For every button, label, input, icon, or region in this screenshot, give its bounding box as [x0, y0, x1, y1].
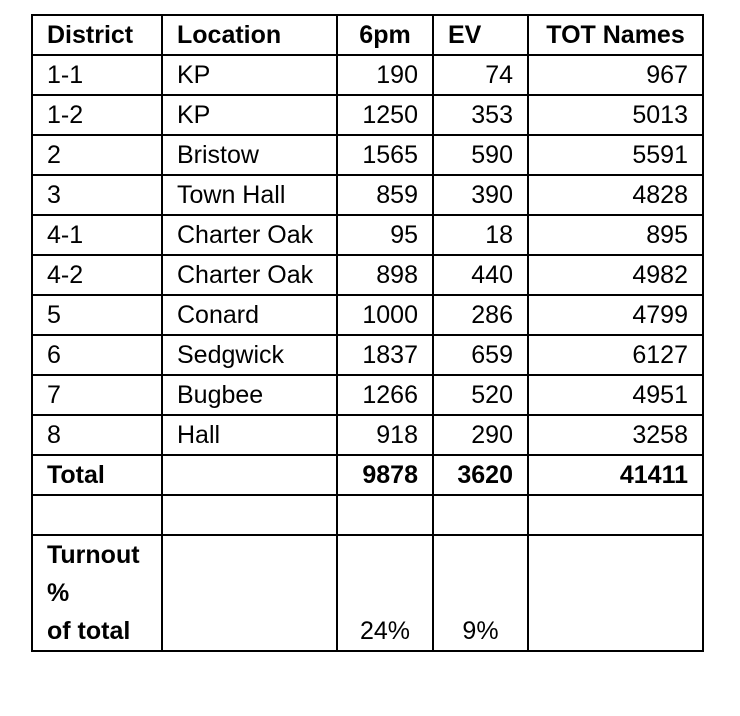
cell-tot-names: 4828: [528, 175, 703, 215]
header-ev: EV: [433, 15, 528, 55]
header-6pm: 6pm: [337, 15, 433, 55]
cell-district: 4-2: [32, 255, 162, 295]
blank-cell: [162, 495, 337, 535]
cell-district: 3: [32, 175, 162, 215]
table-row: [32, 215, 703, 255]
table-row: [32, 55, 703, 95]
table-row: [32, 375, 703, 415]
cell-ev: 390: [433, 175, 528, 215]
cell-district: 2: [32, 135, 162, 175]
cell-6pm: 1000: [337, 295, 433, 335]
turnout-row: [32, 535, 703, 651]
cell-6pm: 1250: [337, 95, 433, 135]
turnout-label: [32, 535, 162, 651]
header-row: [32, 15, 703, 55]
total-location-cell: [162, 455, 337, 495]
cell-district: 8: [32, 415, 162, 455]
total-ev: 3620: [433, 455, 528, 495]
cell-location: Charter Oak: [162, 215, 337, 255]
cell-location: Charter Oak: [162, 255, 337, 295]
turnout-6pm: 24%: [337, 535, 433, 651]
table-row: [32, 135, 703, 175]
turnout-tot-names-cell: [528, 535, 703, 651]
header-tot-names: TOT Names: [528, 15, 703, 55]
cell-ev: 590: [433, 135, 528, 175]
cell-district: 4-1: [32, 215, 162, 255]
cell-tot-names: 6127: [528, 335, 703, 375]
cell-district: 1-2: [32, 95, 162, 135]
cell-location: KP: [162, 95, 337, 135]
turnout-label-line1: Turnout: [47, 541, 140, 569]
total-label: Total: [32, 455, 162, 495]
cell-district: 1-1: [32, 55, 162, 95]
table-row: [32, 175, 703, 215]
cell-6pm: 898: [337, 255, 433, 295]
cell-6pm: 95: [337, 215, 433, 255]
blank-cell: [32, 495, 162, 535]
total-tot-names: 41411: [528, 455, 703, 495]
cell-location: Town Hall: [162, 175, 337, 215]
cell-tot-names: 3258: [528, 415, 703, 455]
turnout-location-cell: [162, 535, 337, 651]
blank-cell: [528, 495, 703, 535]
cell-location: Bugbee: [162, 375, 337, 415]
blank-cell: [337, 495, 433, 535]
table-row: [32, 415, 703, 455]
cell-location: Bristow: [162, 135, 337, 175]
cell-6pm: 1837: [337, 335, 433, 375]
cell-ev: 286: [433, 295, 528, 335]
cell-ev: 520: [433, 375, 528, 415]
cell-ev: 440: [433, 255, 528, 295]
cell-location: Conard: [162, 295, 337, 335]
turnout-label-line3: of total: [47, 617, 131, 645]
turnout-table: [31, 14, 704, 652]
cell-location: Sedgwick: [162, 335, 337, 375]
cell-6pm: 1565: [337, 135, 433, 175]
cell-6pm: 190: [337, 55, 433, 95]
cell-tot-names: 4799: [528, 295, 703, 335]
cell-tot-names: 5591: [528, 135, 703, 175]
cell-6pm: 859: [337, 175, 433, 215]
cell-district: 6: [32, 335, 162, 375]
cell-location: Hall: [162, 415, 337, 455]
cell-tot-names: 4982: [528, 255, 703, 295]
cell-ev: 74: [433, 55, 528, 95]
cell-ev: 353: [433, 95, 528, 135]
table-row: [32, 335, 703, 375]
cell-district: 5: [32, 295, 162, 335]
blank-cell: [433, 495, 528, 535]
table-row: [32, 295, 703, 335]
total-6pm: 9878: [337, 455, 433, 495]
cell-tot-names: 967: [528, 55, 703, 95]
header-location: Location: [162, 15, 337, 55]
turnout-ev: 9%: [433, 535, 528, 651]
cell-ev: 18: [433, 215, 528, 255]
header-district: District: [32, 15, 162, 55]
cell-6pm: 918: [337, 415, 433, 455]
blank-row: [32, 495, 703, 535]
cell-district: 7: [32, 375, 162, 415]
total-row: [32, 455, 703, 495]
cell-ev: 290: [433, 415, 528, 455]
cell-tot-names: 5013: [528, 95, 703, 135]
cell-ev: 659: [433, 335, 528, 375]
cell-location: KP: [162, 55, 337, 95]
turnout-label-line2: %: [47, 579, 70, 607]
table-row: [32, 95, 703, 135]
cell-tot-names: 4951: [528, 375, 703, 415]
cell-tot-names: 895: [528, 215, 703, 255]
table-row: [32, 255, 703, 295]
cell-6pm: 1266: [337, 375, 433, 415]
